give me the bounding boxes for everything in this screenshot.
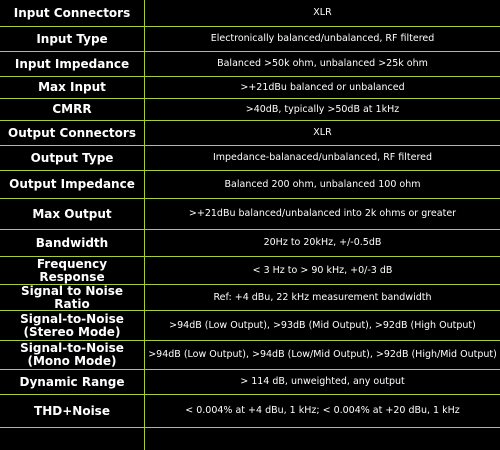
row-label: Signal-to-Noise (Stereo Mode)	[20, 311, 124, 339]
table-row	[0, 198, 500, 229]
row-label: Input Type	[36, 31, 108, 46]
row-label: THD+Noise	[34, 403, 110, 418]
row-label: Output Connectors	[8, 125, 136, 140]
row-value: Balanced 200 ohm, unbalanced 100 ohm	[144, 171, 500, 198]
row-value: < 0.004% at +4 dBu, 1 kHz; < 0.004% at +20 dBu, 1 kHz	[144, 395, 500, 427]
row-value: < 3 Hz to > 90 kHz, +0/-3 dB	[144, 257, 500, 284]
table-row	[0, 256, 500, 284]
row-value: Impedance-balanaced/unbalanced, RF filtered	[144, 146, 500, 170]
table-row	[0, 284, 500, 310]
table-row	[0, 76, 500, 98]
row-label: Bandwidth	[35, 235, 109, 250]
row-value: >94dB (Low Output), >93dB (Mid Output), >92dB (High Output)	[144, 311, 500, 340]
row-value: >40dB, typically >50dB at 1kHz	[144, 99, 500, 120]
column-divider	[144, 0, 145, 450]
table-row	[0, 145, 500, 170]
table-row	[0, 98, 500, 120]
row-value: >94dB (Low Output), >94dB (Low/Mid Output), >92dB (High/Mid Output)	[144, 341, 500, 369]
table-row	[0, 394, 500, 427]
row-label: Max Output	[32, 206, 112, 221]
row-label: Signal-to-Noise (Mono Mode)	[20, 341, 124, 368]
table-row	[0, 340, 500, 369]
row-label: Output Impedance	[9, 177, 135, 191]
row-label: Max Input	[38, 80, 106, 94]
row-label: Frequency Response	[36, 256, 108, 284]
row-label: CMRR	[52, 102, 92, 116]
table-row	[0, 26, 500, 51]
row-label: Input Connectors	[13, 5, 131, 20]
row-label: Output Type	[30, 150, 114, 165]
row-value: XLR	[144, 121, 500, 145]
row-value: >+21dBu balanced or unbalanced	[144, 77, 500, 98]
row-value: > 114 dB, unweighted, any output	[144, 370, 500, 394]
row-value: Ref: +4 dBu, 22 kHz measurement bandwidth	[144, 285, 500, 310]
table-row	[0, 310, 500, 340]
table-row	[0, 229, 500, 256]
row-label: Dynamic Range	[19, 374, 125, 389]
table-row	[0, 369, 500, 394]
row-label: Signal to Noise Ratio	[20, 283, 124, 311]
row-value: XLR	[144, 0, 500, 26]
row-value: 20Hz to 20kHz, +/-0.5dB	[144, 230, 500, 256]
row-value: Electronically balanced/unbalanced, RF filtered	[144, 27, 500, 51]
table-row-partial	[0, 427, 500, 450]
table-row	[0, 51, 500, 76]
row-value: Balanced >50k ohm, unbalanced >25k ohm	[144, 52, 500, 76]
table-row	[0, 0, 500, 26]
table-row	[0, 170, 500, 198]
row-value: >+21dBu balanced/unbalanced into 2k ohms or greater	[144, 199, 500, 229]
table-row	[0, 120, 500, 145]
row-label: Input Impedance	[14, 56, 130, 71]
